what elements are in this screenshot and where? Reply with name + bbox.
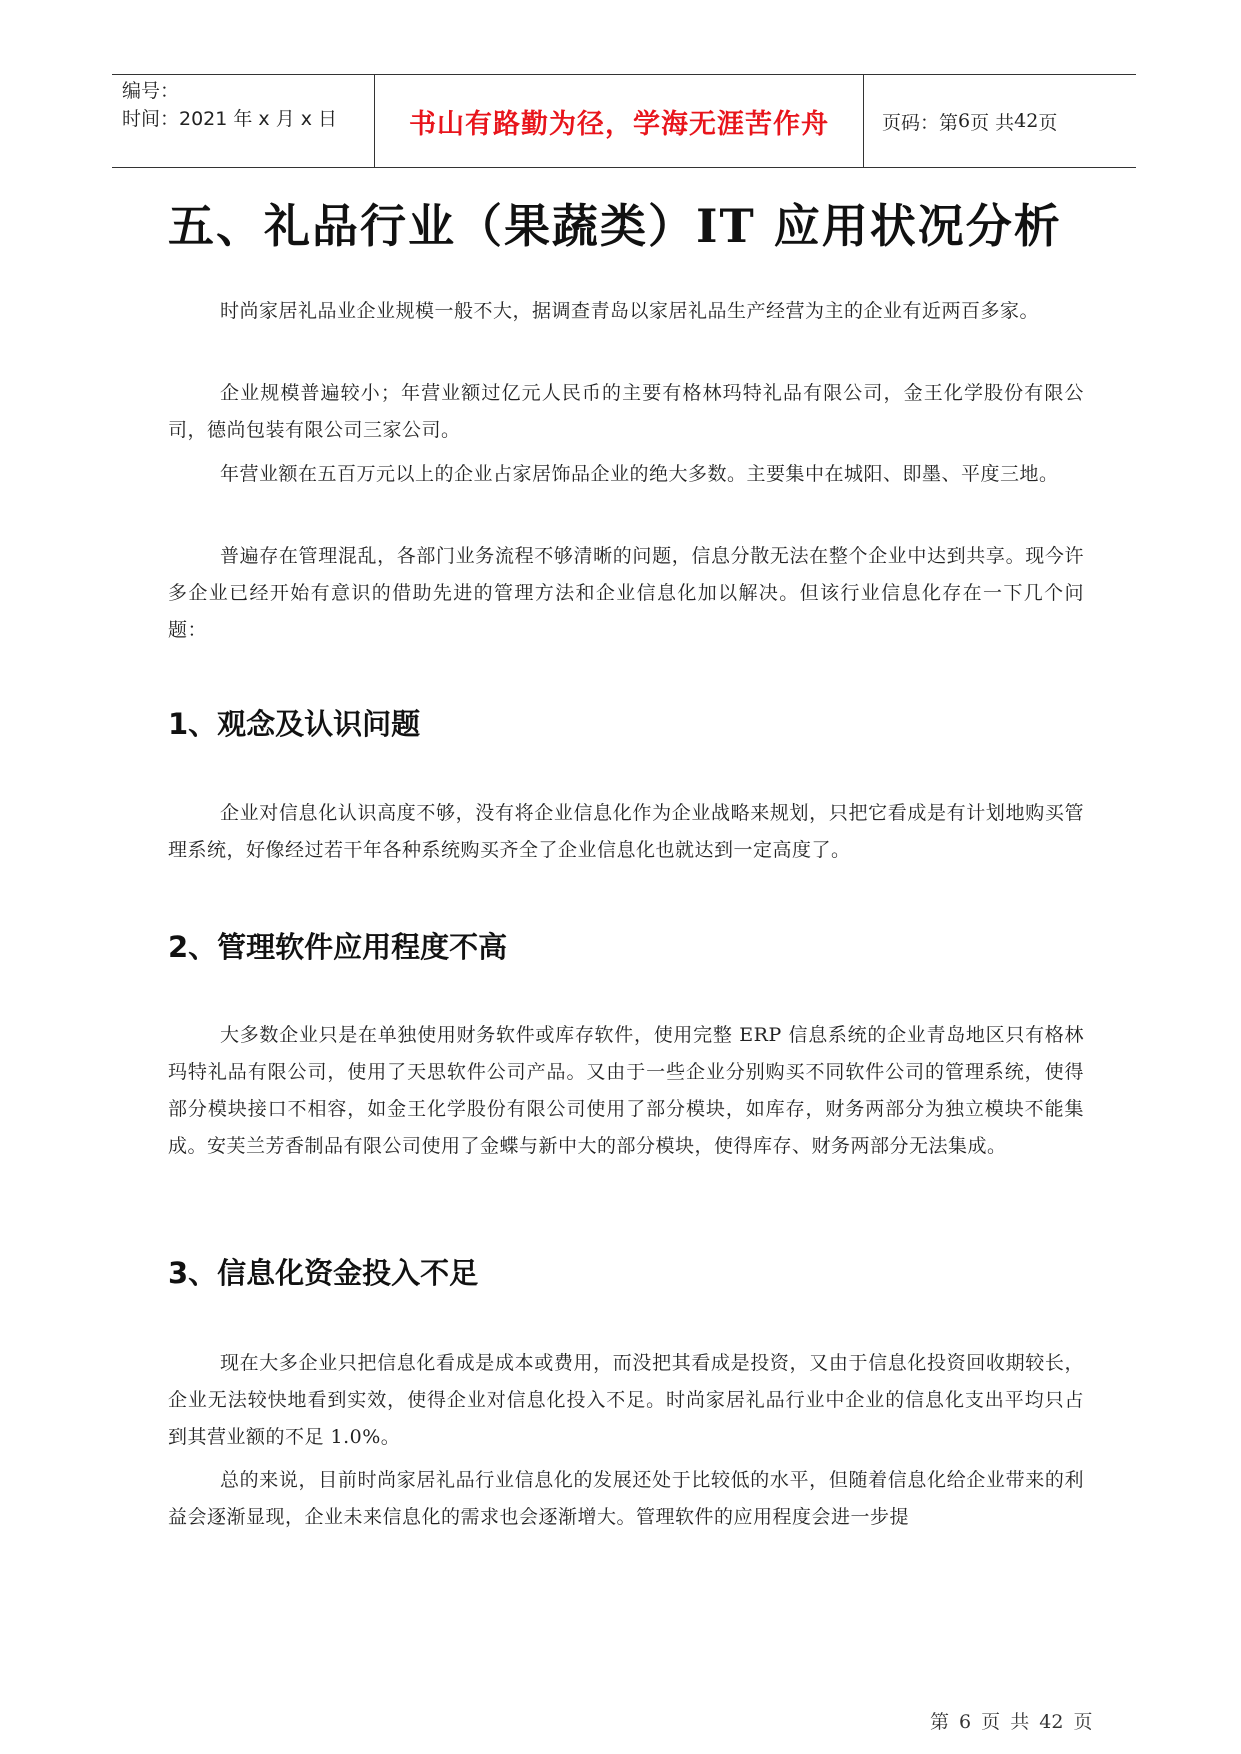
page-footer: 第 6 页 共 42 页 bbox=[930, 1711, 1093, 1733]
section-heading-1: 1、观念及认识问题 bbox=[168, 707, 421, 741]
section-2-paragraph: 大多数企业只是在单独使用财务软件或库存软件，使用完整 ERP 信息系统的企业青岛地区只有格林玛特礼品有限公司，使用了天思软件公司产品。又由于一些企业分别购买不同软件公司的管理系统，使得部分模块接口不相容，如金王化学股份有限公司使用了部分模块，如库存，财务两部分为独立模块不能集成。安芙兰芳香制品有限公司使用了金蝶与新中大的部分模块，使得库存、财务两部分无法集成。 bbox=[168, 1024, 1084, 1157]
section-3-paragraph-2: 总的来说，目前时尚家居礼品行业信息化的发展还处于比较低的水平，但随着信息化给企业带来的利益会逐渐显现，企业未来信息化的需求也会逐渐增大。管理软件的应用程度会进一步提 bbox=[168, 1469, 1084, 1528]
section-1-paragraph: 企业对信息化认识高度不够，没有将企业信息化作为企业战略来规划，只把它看成是有计划地购买管理系统，好像经过若干年各种系统购买齐全了企业信息化也就达到一定高度了。 bbox=[168, 802, 1084, 861]
header-page-code bbox=[864, 75, 1136, 167]
header-meta bbox=[112, 75, 374, 167]
date-line: 时间：2021 年 x 月 x 日 bbox=[122, 108, 338, 130]
page-header bbox=[112, 74, 1136, 168]
header-motto: 书山有路勤为径，学海无涯苦作舟 bbox=[374, 75, 864, 167]
page-code-mid: 页 共 bbox=[970, 111, 1015, 134]
section-3-paragraph-1: 现在大多企业只把信息化看成是成本或费用，而没把其看成是投资，又由于信息化投资回收期较长，企业无法较快地看到实效，使得企业对信息化投入不足。时尚家居礼品行业中企业的信息化支出平均只占到其营业额的不足 1.0%。 bbox=[168, 1352, 1084, 1448]
section-heading-2: 2、管理软件应用程度不高 bbox=[168, 930, 508, 964]
intro-paragraph-2: 企业规模普遍较小；年营业额过亿元人民币的主要有格林玛特礼品有限公司，金王化学股份有限公司，德尚包装有限公司三家公司。 bbox=[168, 382, 1084, 441]
page-code-label: 页码：第 bbox=[882, 111, 959, 134]
intro-paragraph-3: 年营业额在五百万元以上的企业占家居饰品企业的绝大多数。主要集中在城阳、即墨、平度三地。 bbox=[220, 463, 1059, 485]
section-heading-3: 3、信息化资金投入不足 bbox=[168, 1256, 479, 1290]
page-current: 6 bbox=[958, 110, 971, 132]
page-code-tail: 页 bbox=[1038, 111, 1058, 134]
serial-label: 编号： bbox=[122, 80, 180, 102]
intro-paragraph-4: 普遍存在管理混乱，各部门业务流程不够清晰的问题，信息分散无法在整个企业中达到共享。现今许多企业已经开始有意识的借助先进的管理方法和企业信息化加以解决。但该行业信息化存在一下几个问题： bbox=[168, 545, 1084, 641]
page-total: 42 bbox=[1014, 110, 1039, 132]
intro-paragraph-1: 时尚家居礼品业企业规模一般不大，据调查青岛以家居礼品生产经营为主的企业有近两百多家。 bbox=[220, 300, 1040, 322]
page-title: 五、礼品行业（果蔬类）IT 应用状况分析 bbox=[168, 199, 1062, 253]
